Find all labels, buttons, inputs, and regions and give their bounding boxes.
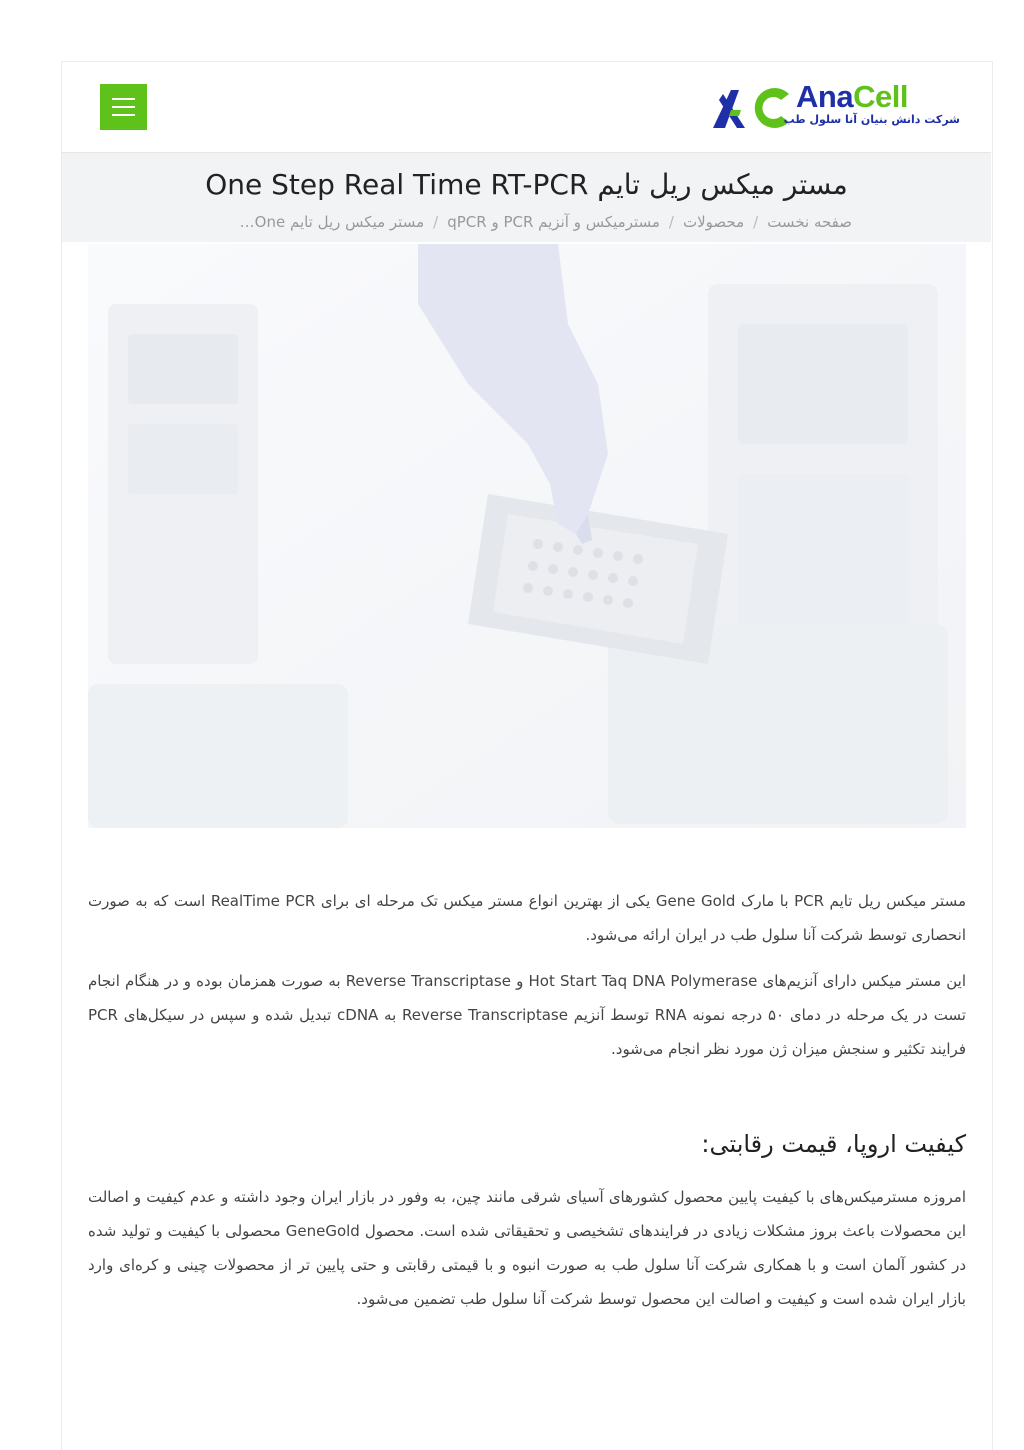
logo-wordmark-ana: Ana: [796, 79, 854, 114]
logo-wordmark: [796, 80, 908, 114]
breadcrumb-separator: /: [753, 213, 759, 231]
hamburger-menu-icon-bar: [112, 114, 135, 116]
logo-wordmark-cell: Cell: [853, 79, 908, 114]
hero-image: [88, 244, 966, 828]
breadcrumb-item-home[interactable]: صفحه نخست: [767, 213, 852, 231]
breadcrumb-item-current: مستر میکس ریل تایم One…: [239, 213, 425, 231]
breadcrumb-separator: /: [668, 213, 674, 231]
logo-subtitle: شرکت دانش بنیان آنا سلول طب: [783, 113, 960, 126]
enzymes-paragraph: این مستر میکس دارای آنزیم‌های Hot Start Taq DNA Polymerase و Reverse Transcriptase به صورت همزمان بوده و در هنگام انجام تست در یک مرحله در دمای ۵۰ درجه نمونه RNA توسط آنزیم Reverse Transcriptase به cDNA تبدیل شده و سپس در سیکل‌های PCR فرایند تکثیر و سنجش میزان ژن مورد نظر انجام می‌شود.: [88, 972, 967, 1058]
section-heading: کیفیت اروپا، قیمت رقابتی:: [701, 1130, 966, 1158]
quality-paragraph: امروزه مسترمیکس‌های با کیفیت پایین محصول کشورهای آسیای شرقی مانند چین، به وفور در بازار ایران وجود داشته و عدم کیفیت و اصالت این محصولات باعث بروز مشکلات زیادی در فرایندهای تشخیصی و تحقیقاتی شده است. محصول GeneGold محصولی با کیفیت و تولید شده در کشور آلمان است و با همکاری شرکت آنا سلول طب به صورت انبوه و با قیمتی رقابتی و حتی پایین تر از محصولات چینی و کره‌ای وارد بازار ایران شده است و کیفیت و اصالت این محصول توسط شرکت آنا سلول طب تضمین می‌شود.: [88, 1188, 966, 1308]
intro-paragraph: مستر میکس ریل تایم PCR با مارک Gene Gold یکی از بهترین انواع مستر میکس تک مرحله ای برای RealTime PCR است که به صورت انحصاری توسط شرکت آنا سلول طب در ایران ارائه می‌شود.: [88, 892, 966, 944]
hamburger-menu-icon-bar: [112, 106, 135, 108]
breadcrumb-separator: /: [433, 213, 439, 231]
breadcrumb-item-category[interactable]: مسترمیکس و آنزیم PCR و qPCR: [447, 213, 660, 231]
lab-gloved-hand-pcr-plate-image: [88, 244, 966, 828]
hamburger-menu-icon: [112, 98, 135, 100]
hamburger-menu-button[interactable]: [100, 84, 147, 130]
page-title: مستر میکس ریل تایم One Step Real Time RT-PCR: [205, 168, 848, 201]
breadcrumb-item-products[interactable]: محصولات: [682, 213, 745, 231]
breadcrumb: [150, 210, 852, 234]
